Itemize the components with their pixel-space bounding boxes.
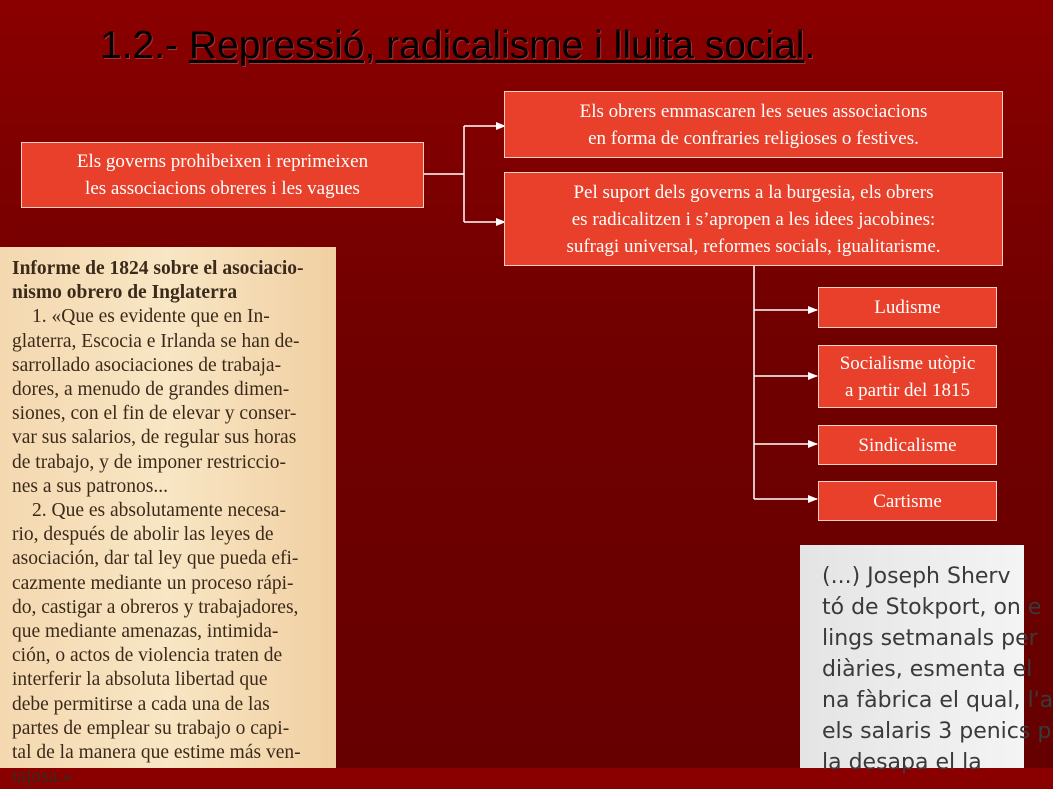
doc-line: els salaris 3 penics p	[822, 719, 1052, 744]
box-label: Sindicalisme	[858, 434, 957, 456]
doc-line: na fàbrica el qual, l'a	[822, 688, 1053, 713]
doc-line: dores, a menudo de grandes dimen-	[12, 379, 290, 401]
box-sindicalisme	[818, 425, 997, 465]
doc-line: de trabajo, y de imponer restriccio-	[12, 451, 286, 473]
box-obrers-radicalitzen	[504, 172, 1003, 266]
box-line: les associacions obreres i les vagues	[85, 178, 360, 199]
scanned-document-sherwin	[800, 545, 1053, 775]
doc-line: cazmente mediante un proceso rápi-	[12, 572, 294, 594]
title-text: Repressió, radicalisme i lluita social	[188, 24, 805, 67]
box-line: en forma de confraries religioses o festives.	[588, 127, 919, 149]
doc-line: tó de Stokport, on e	[822, 595, 1042, 620]
box-label: Ludisme	[874, 297, 941, 318]
box-ludisme	[818, 287, 997, 328]
doc-line: que mediante amenazas, intimida-	[12, 621, 279, 643]
doc-line: tajosa.»	[12, 766, 73, 788]
box-line: Els obrers emmascaren les seues associacions	[579, 100, 928, 122]
doc-line: sarrollado asociaciones de trabaja-	[12, 354, 282, 376]
document-body	[12, 305, 330, 789]
doc-line: 1. «Que es evidente que en In-	[32, 306, 270, 328]
doc-line: ción, o actos de violencia traten de	[12, 645, 283, 667]
doc-line: siones, con el fin de elevar y conser-	[12, 403, 297, 425]
heading-line: nismo obrero de Inglaterra	[12, 282, 238, 304]
doc-line: partes de emplear su trabajo o capi-	[12, 717, 290, 739]
doc-line: debe permitirse a cada una de las	[12, 693, 270, 715]
box-line: sufragi universal, reformes socials, igualitarisme.	[566, 235, 941, 257]
doc-line: 2. Que es absolutamente necesa-	[32, 500, 286, 522]
box-line: Els governs prohibeixen i reprimeixen	[76, 151, 369, 172]
box-socialisme-utopic	[818, 345, 997, 408]
box-line: Pel suport dels governs a la burgesia, els obrers	[573, 181, 934, 203]
scanned-document-informe-1824	[0, 247, 336, 788]
doc-line: lings setmanals per	[822, 626, 1038, 651]
box-label: Cartisme	[873, 490, 942, 512]
doc-line: interferir la absoluta libertad que	[12, 669, 268, 691]
heading-line: Informe de 1824 sobre el asociacio-	[12, 258, 304, 279]
document-heading	[12, 257, 330, 305]
box-cartisme	[818, 481, 997, 521]
doc-line: la desapa el la	[822, 750, 982, 775]
doc-line: (...) Joseph Sherv	[822, 564, 1011, 589]
doc-line: diàries, esmenta el	[822, 657, 1033, 682]
doc-line: glaterra, Escocia e Irlanda se han de-	[12, 330, 300, 352]
title-prefix: 1.2.-	[100, 24, 189, 67]
title-suffix: .	[804, 24, 816, 67]
doc-line: do, castigar a obreros y trabajadores,	[12, 596, 299, 618]
box-line: es radicalitzen i s’apropen a les idees jacobines:	[571, 208, 936, 230]
doc-line: var sus salarios, de regular sus horas	[12, 427, 297, 449]
doc-line: nes a sus patronos...	[12, 475, 168, 497]
doc-line: asociación, dar tal ley que pueda efi-	[12, 548, 299, 570]
box-governs-prohibeixen	[21, 142, 424, 208]
doc-line: tal de la manera que estime más ven-	[12, 742, 301, 764]
box-obrers-emmascaren	[504, 91, 1003, 158]
box-line: a partir del 1815	[844, 379, 971, 401]
box-line: Socialisme utòpic	[839, 352, 976, 374]
doc-line: rio, después de abolir las leyes de	[12, 524, 274, 546]
